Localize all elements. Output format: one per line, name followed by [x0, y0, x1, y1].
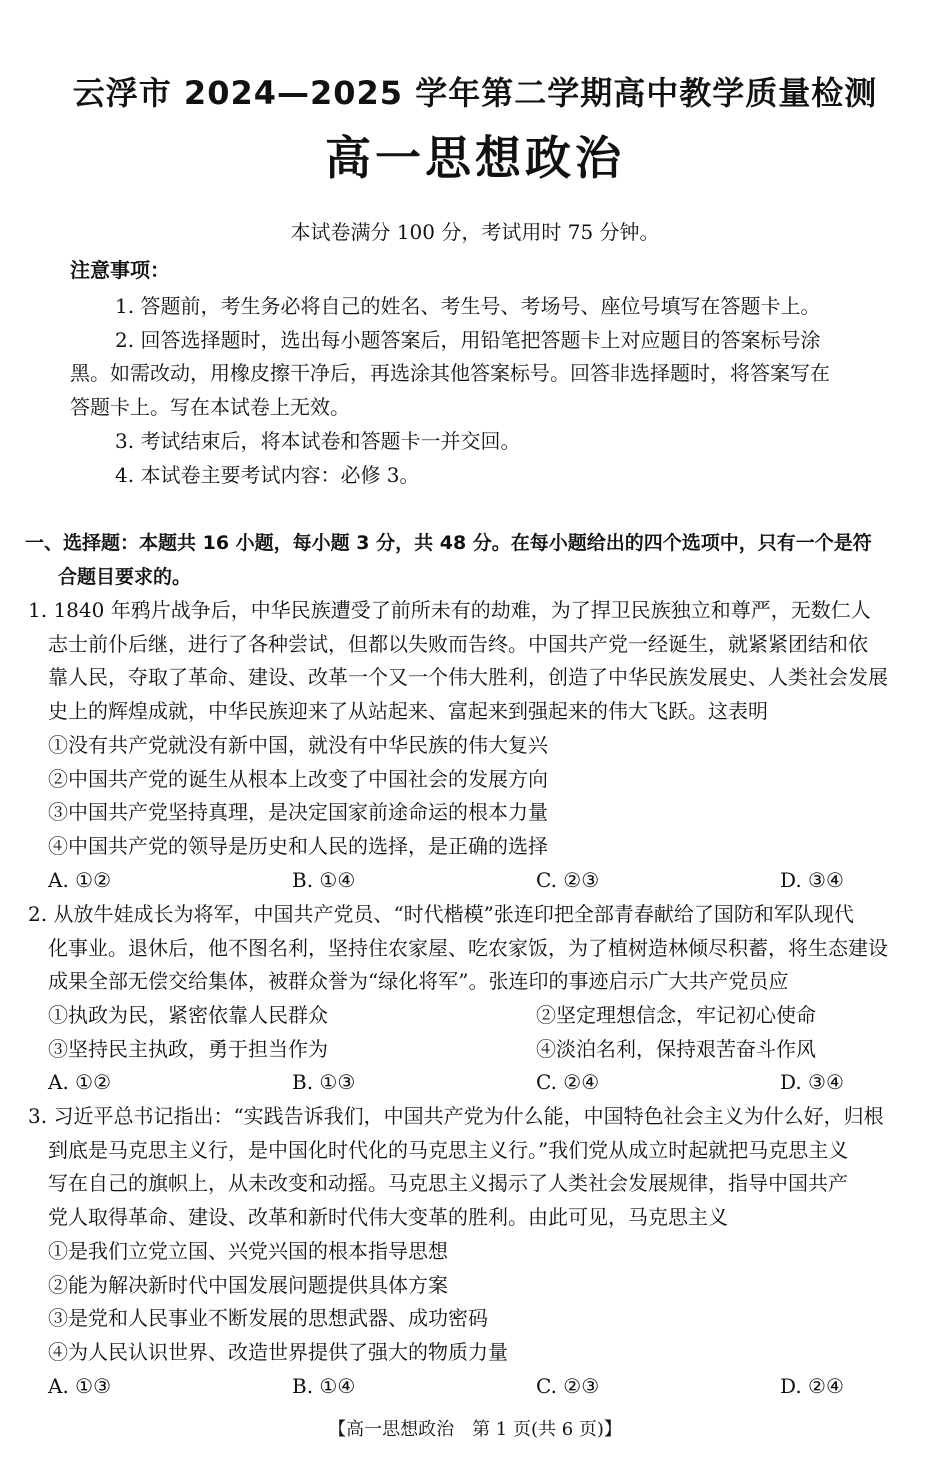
exam-info: 本试卷满分 100 分，考试用时 75 分钟。: [290, 220, 660, 244]
question-1-item: ①没有共产党就没有新中国，就没有中华民族的伟大复兴: [48, 733, 548, 757]
question-2-option-d: D. ③④: [780, 1070, 844, 1094]
question-1-option-d: D. ③④: [780, 868, 844, 892]
question-3-option-c: C. ②③: [536, 1374, 600, 1398]
question-3-stem: 到底是马克思主义行，是中国化时代化的马克思主义行。”我们党从成立时起就把马克思主义: [48, 1138, 849, 1162]
notes-heading: 注意事项：: [70, 258, 170, 282]
question-3-stem: 党人取得革命、建设、改革和新时代伟大变革的胜利。由此可见，马克思主义: [48, 1205, 728, 1229]
question-1-item: ②中国共产党的诞生从根本上改变了中国社会的发展方向: [48, 767, 548, 791]
question-3-item: ④为人民认识世界、改造世界提供了强大的物质力量: [48, 1340, 508, 1364]
question-3-stem: 3. 习近平总书记指出：“实践告诉我们，中国共产党为什么能，中国特色社会主义为什么好，归根: [28, 1104, 884, 1128]
note-line: 2. 回答选择题时，选出每小题答案后，用铅笔把答题卡上对应题目的答案标号涂: [115, 328, 821, 352]
page-footer: 【高一思想政治 第 1 页(共 6 页)】: [328, 1419, 622, 1440]
question-3-option-a: A. ①③: [48, 1374, 112, 1398]
question-1-option-c: C. ②③: [536, 868, 600, 892]
question-2-item: ①执政为民，紧密依靠人民群众: [48, 1003, 328, 1027]
section-heading-cont: 合题目要求的。: [58, 566, 192, 588]
question-3-item: ②能为解决新时代中国发展问题提供具体方案: [48, 1273, 448, 1297]
question-1-stem: 史上的辉煌成就，中华民族迎来了从站起来、富起来到强起来的伟大飞跃。这表明: [48, 699, 768, 723]
question-3-option-b: B. ①④: [292, 1374, 356, 1398]
question-1-stem: 志士前仆后继，进行了各种尝试，但都以失败而告终。中国共产党一经诞生，就紧紧团结和依: [48, 632, 868, 656]
question-2-item: ②坚定理想信念，牢记初心使命: [536, 1003, 816, 1027]
question-1-stem: 靠人民，夺取了革命、建设、改革一个又一个伟大胜利，创造了中华民族发展史、人类社会发展: [48, 665, 888, 689]
question-1-stem: 1. 1840 年鸦片战争后，中华民族遭受了前所未有的劫难，为了捍卫民族独立和尊严，无数仁人: [28, 598, 871, 622]
question-2-stem: 化事业。退休后，他不图名利，坚持住农家屋、吃农家饭，为了植树造林倾尽积蓄，将生态建设: [48, 936, 888, 960]
question-3-stem: 写在自己的旗帜上，从未改变和动摇。马克思主义揭示了人类社会发展规律，指导中国共产: [48, 1171, 848, 1195]
section-heading: 一、选择题：本题共 16 小题，每小题 3 分，共 48 分。在每小题给出的四个选项中，只有一个是符: [25, 532, 872, 554]
question-1-item: ③中国共产党坚持真理，是决定国家前途命运的根本力量: [48, 800, 548, 824]
note-line: 1. 答题前，考生务必将自己的姓名、考生号、考场号、座位号填写在答题卡上。: [115, 294, 821, 318]
question-1-item: ④中国共产党的领导是历史和人民的选择，是正确的选择: [48, 834, 548, 858]
question-3-option-d: D. ②④: [780, 1374, 844, 1398]
question-2-option-c: C. ②④: [536, 1070, 600, 1094]
question-3-item: ①是我们立党立国、兴党兴国的根本指导思想: [48, 1239, 448, 1263]
question-2-option-a: A. ①②: [48, 1070, 112, 1094]
subject-title: 高一思想政治: [325, 131, 625, 185]
question-2-item: ③坚持民主执政，勇于担当作为: [48, 1037, 328, 1061]
note-line: 黑。如需改动，用橡皮擦干净后，再选涂其他答案标号。回答非选择题时，将答案写在: [70, 361, 830, 385]
question-2-stem: 成果全部无偿交给集体，被群众誉为“绿化将军”。张连印的事迹启示广大共产党员应: [48, 969, 789, 993]
question-1-option-b: B. ①④: [292, 868, 356, 892]
note-line: 4. 本试卷主要考试内容：必修 3。: [115, 463, 420, 487]
question-3-item: ③是党和人民事业不断发展的思想武器、成功密码: [48, 1306, 488, 1330]
note-line: 3. 考试结束后，将本试卷和答题卡一并交回。: [115, 429, 521, 453]
note-line: 答题卡上。写在本试卷上无效。: [70, 395, 350, 419]
exam-title: 云浮市 2024—2025 学年第二学期高中教学质量检测: [72, 74, 878, 112]
question-2-item: ④淡泊名利，保持艰苦奋斗作风: [536, 1037, 816, 1061]
question-2-stem: 2. 从放牛娃成长为将军，中国共产党员、“时代楷模”张连印把全部青春献给了国防和军队现代: [28, 902, 854, 926]
question-2-option-b: B. ①③: [292, 1070, 356, 1094]
question-1-option-a: A. ①②: [48, 868, 112, 892]
